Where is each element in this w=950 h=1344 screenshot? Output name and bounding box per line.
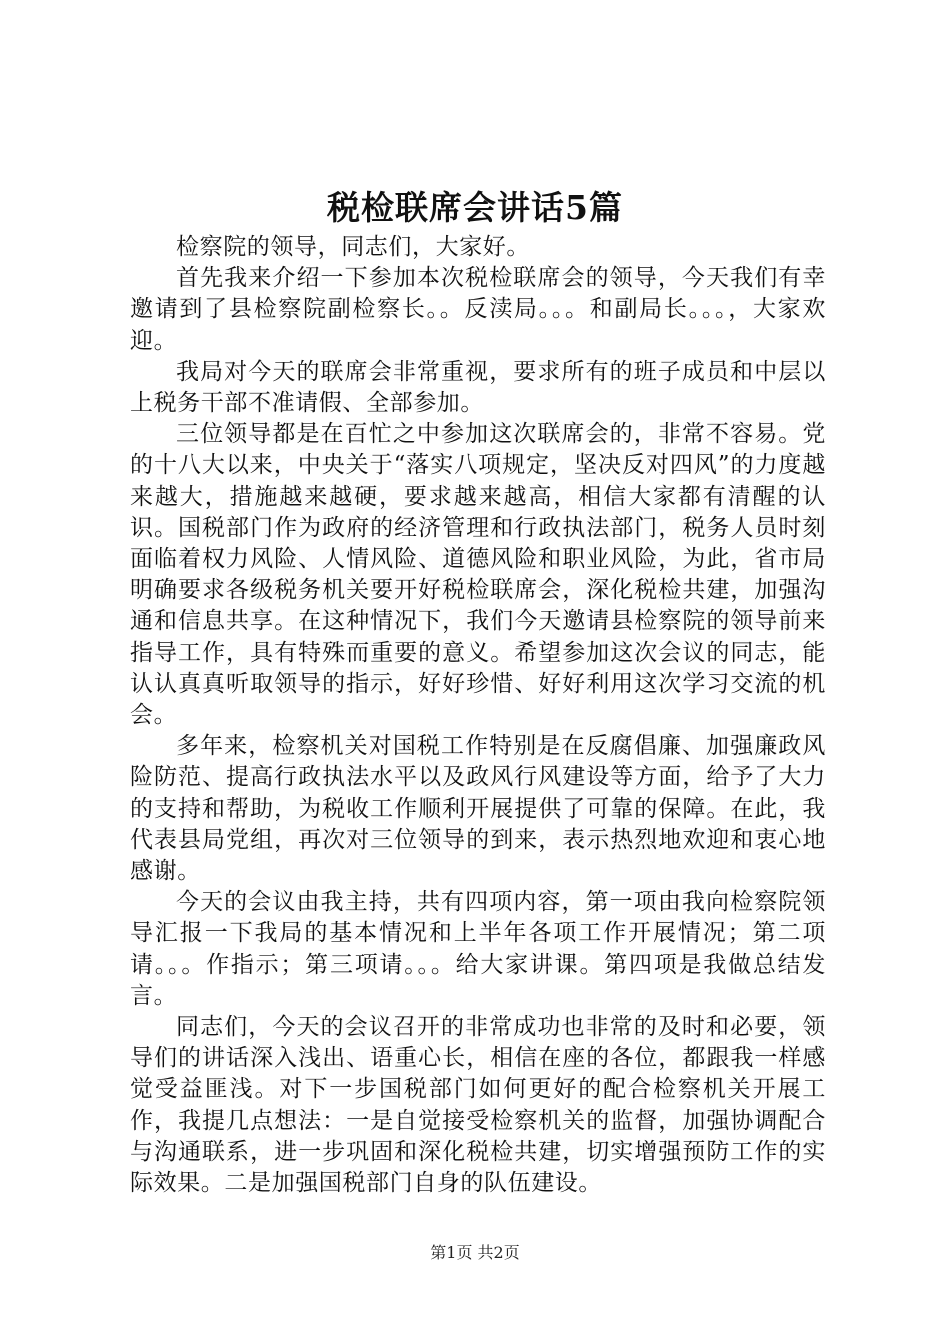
document-body xyxy=(130,232,826,1199)
paragraph-thanks: 多年来，检察机关对国税工作特别是在反腐倡廉、加强廉政风险防范、提高行政执法水平以及政风行风建设等方面，给予了大力的支持和帮助，为税收工作顺利开展提供了可靠的保障。在此，我代表县局党组，再次对三位领导的到来，表示热烈地欢迎和衷心地感谢。 xyxy=(130,733,826,885)
paragraph-agenda: 今天的会议由我主持，共有四项内容，第一项由我向检察院领导汇报一下我局的基本情况和上半年各项工作开展情况；第二项请。。。作指示；第三项请。。。给大家讲课。第四项是我做总结发言。 xyxy=(130,889,826,1009)
document-title: 税检联席会讲话5篇 xyxy=(327,188,623,227)
paragraph-introduction: 首先我来介绍一下参加本次税检联席会的领导，今天我们有幸邀请到了县检察院副检察长。。反渎局。。。和副局长。。。，大家欢迎。 xyxy=(130,265,826,354)
paragraph-background: 三位领导都是在百忙之中参加这次联席会的，非常不容易。党的十八大以来，中央关于“落实八项规定，坚决反对四风”的力度越来越大，措施越来越硬，要求越来越高，相信大家都有清醒的认识。国税部门作为政府的经济管理和行政执法部门，税务人员时刻面临着权力风险、人情风险、道德风险和职业风险，为此，省市局明确要求各级税务机关要开好税检联席会，深化税检共建，加强沟通和信息共享。在这种情况下，我们今天邀请县检察院的领导前来指导工作，具有特殊而重要的意义。希望参加这次会议的同志，能认认真真听取领导的指示，好好珍惜、好好利用这次学习交流的机会。 xyxy=(130,421,826,729)
paragraph-summary: 同志们，今天的会议召开的非常成功也非常的及时和必要，领导们的讲话深入浅出、语重心长，相信在座的各位，都跟我一样感觉受益匪浅。对下一步国税部门如何更好的配合检察机关开展工作，我提几点想法：一是自觉接受检察机关的监督，加强协调配合与沟通联系，进一步巩固和深化税检共建，切实增强预防工作的实际效果。二是加强国税部门自身的队伍建设。 xyxy=(130,1014,826,1197)
paragraph-importance: 我局对今天的联席会非常重视，要求所有的班子成员和中层以上税务干部不准请假、全部参加。 xyxy=(130,358,826,417)
page-number-footer: 第1页 共2页 xyxy=(430,1243,520,1262)
paragraph-greeting: 检察院的领导，同志们，大家好。 xyxy=(176,234,530,260)
